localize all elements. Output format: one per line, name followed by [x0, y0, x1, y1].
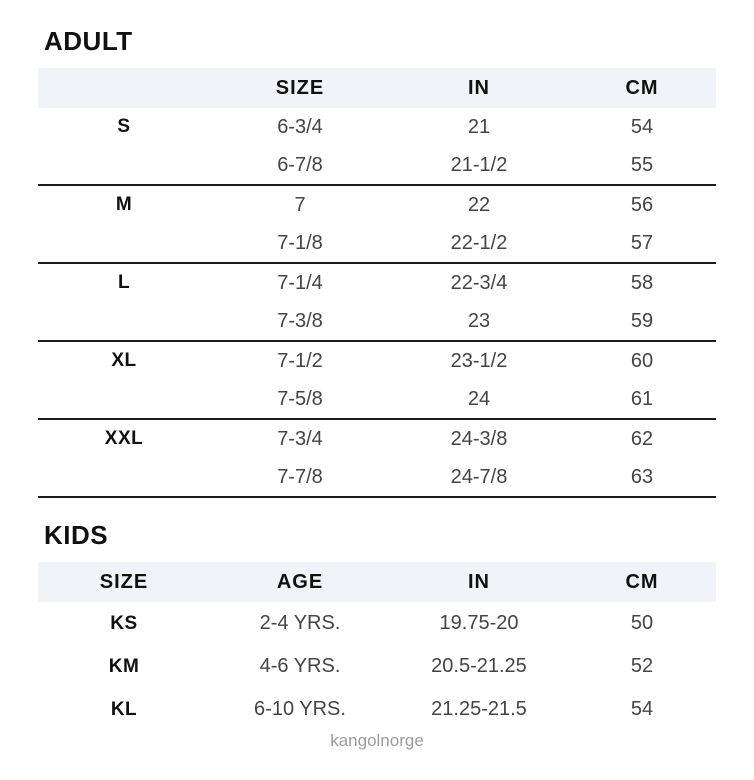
kids-col-header-size: SIZE [99, 570, 149, 593]
age-value: 2-4 YRS. [259, 612, 341, 634]
size-label: XL [111, 350, 137, 371]
size-label: KS [110, 612, 138, 634]
cm-value: 55 [630, 153, 654, 176]
inches-value: 21 [467, 115, 491, 138]
adult-size-group-xxl [38, 420, 716, 498]
adult-size-group-l [38, 264, 716, 342]
inches-value: 19.75-20 [439, 612, 519, 634]
cm-value: 61 [630, 387, 654, 410]
kids-col-header-cm: CM [625, 570, 659, 593]
adult-section-heading: ADULT [44, 26, 133, 56]
inches-value: 24-7/8 [450, 465, 508, 488]
cm-value: 54 [630, 115, 654, 138]
size-label: XXL [104, 428, 144, 449]
size-chart-page [0, 26, 754, 780]
inches-value: 24-3/8 [450, 427, 508, 450]
adult-size-group-s [38, 108, 716, 186]
table-row [38, 380, 716, 418]
table-row [38, 420, 716, 458]
cm-value: 59 [630, 309, 654, 332]
table-row [38, 264, 716, 302]
inches-value: 22-1/2 [450, 231, 508, 254]
table-row [38, 224, 716, 262]
size-label: KM [108, 655, 140, 677]
kids-table-header-row [38, 562, 716, 602]
inches-value: 24 [467, 387, 491, 410]
kids-col-header-in: IN [468, 570, 490, 593]
brand-watermark: kangolnorge [330, 731, 424, 750]
adult-size-group-m [38, 186, 716, 264]
hat-size-value: 6-7/8 [277, 153, 323, 176]
kids-col-header-age: AGE [276, 570, 324, 593]
hat-size-value: 7-1/8 [277, 231, 323, 254]
cm-value: 63 [630, 465, 654, 488]
size-label: M [115, 194, 133, 215]
adult-col-header-in: IN [468, 76, 490, 99]
age-value: 6-10 YRS. [254, 698, 346, 720]
hat-size-value: 7-5/8 [277, 387, 323, 410]
table-row [38, 108, 716, 146]
hat-size-value: 7-3/4 [277, 427, 323, 450]
age-value: 4-6 YRS. [259, 655, 341, 677]
cm-value: 52 [630, 655, 654, 677]
hat-size-value: 7-7/8 [277, 465, 323, 488]
adult-size-group-xl [38, 342, 716, 420]
adult-size-table [38, 68, 716, 498]
adult-col-header-size: SIZE [275, 76, 325, 99]
adult-col-header-cm: CM [625, 76, 659, 99]
cm-value: 54 [630, 698, 654, 720]
kids-size-table [38, 562, 716, 731]
size-label: S [117, 116, 131, 137]
cm-value: 58 [630, 271, 654, 294]
inches-value: 22-3/4 [450, 271, 508, 294]
inches-value: 21-1/2 [450, 153, 508, 176]
table-row [38, 146, 716, 184]
inches-value: 20.5-21.25 [431, 655, 527, 677]
table-row [38, 688, 716, 731]
inches-value: 21.25-21.5 [431, 698, 527, 720]
size-label: L [117, 272, 131, 293]
table-row [38, 186, 716, 224]
hat-size-value: 7-1/4 [277, 271, 323, 294]
hat-size-value: 7 [294, 193, 306, 216]
cm-value: 57 [630, 231, 654, 254]
table-row [38, 645, 716, 688]
table-row [38, 458, 716, 496]
inches-value: 23 [467, 309, 491, 332]
table-row [38, 342, 716, 380]
cm-value: 50 [630, 612, 654, 634]
kids-section-heading: KIDS [44, 520, 109, 550]
table-row [38, 302, 716, 340]
hat-size-value: 6-3/4 [277, 115, 323, 138]
cm-value: 62 [630, 427, 654, 450]
hat-size-value: 7-3/8 [277, 309, 323, 332]
inches-value: 22 [467, 193, 491, 216]
adult-table-header-row [38, 68, 716, 108]
table-row [38, 602, 716, 645]
inches-value: 23-1/2 [450, 349, 508, 372]
cm-value: 56 [630, 193, 654, 216]
hat-size-value: 7-1/2 [277, 349, 323, 372]
cm-value: 60 [630, 349, 654, 372]
size-label: KL [110, 698, 138, 720]
